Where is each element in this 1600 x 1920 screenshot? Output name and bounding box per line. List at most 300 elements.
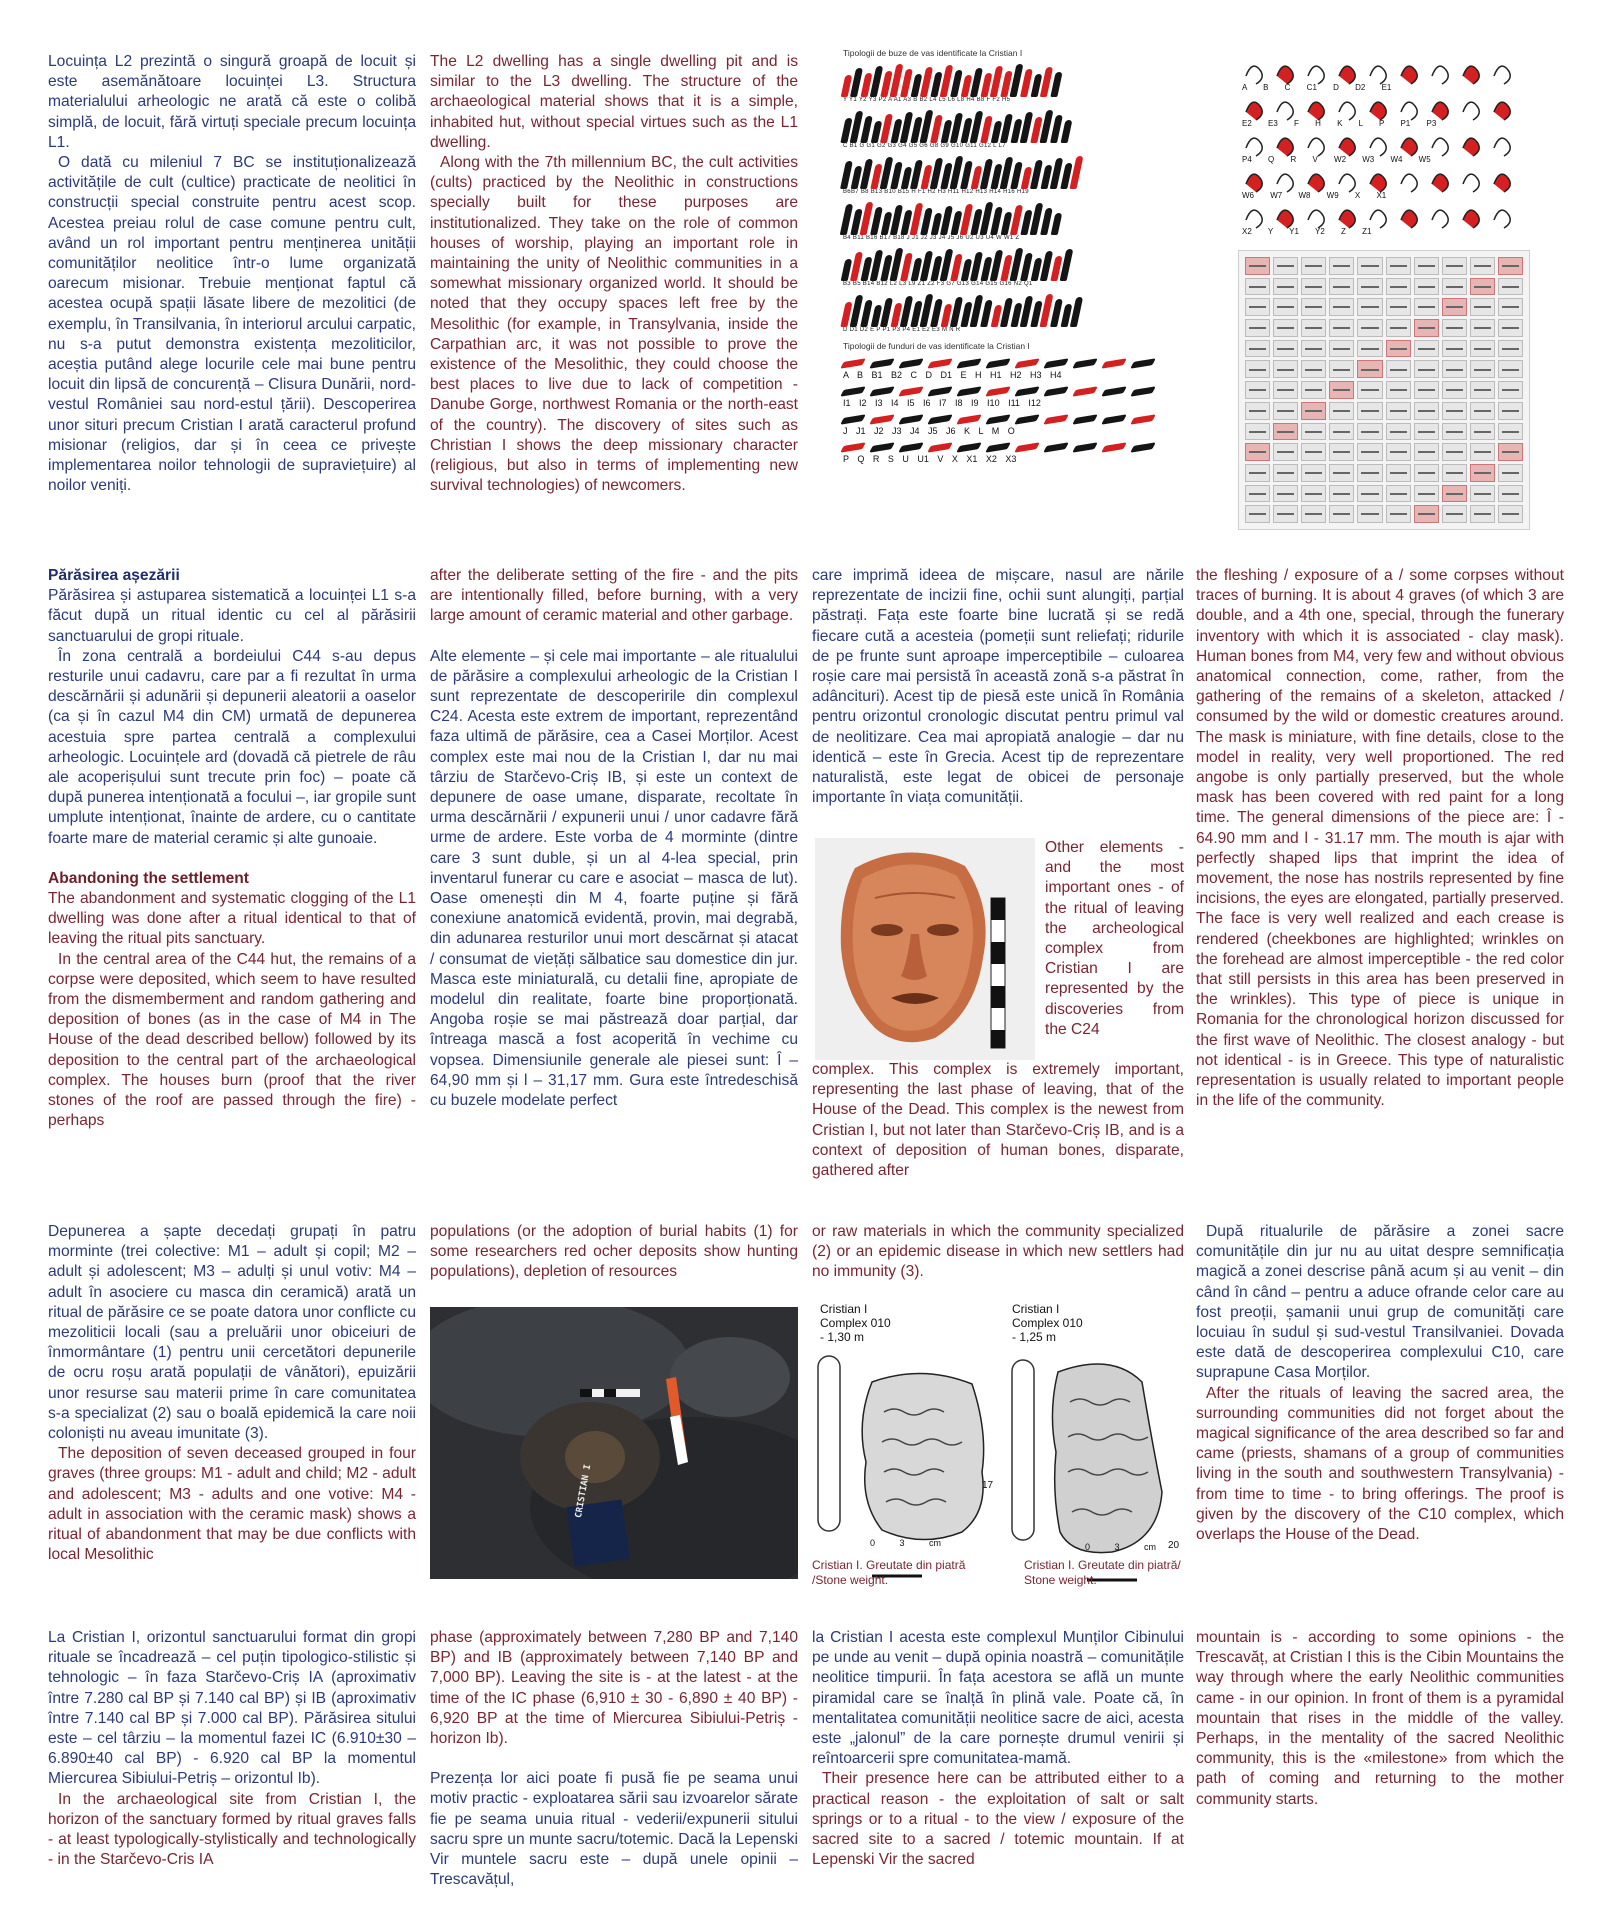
- decoration-sample: [1273, 485, 1298, 503]
- r2-en-para1: The abandonment and systematic clogging of the L1 dwelling was done after a ritual identical to that of leaving the ritual pits sanctuary.: [48, 890, 416, 948]
- rim-profile: [1051, 213, 1063, 235]
- decoration-sample: [1273, 381, 1298, 399]
- rim-profile: [1070, 297, 1083, 327]
- r1-col1-ro: [48, 52, 416, 496]
- decoration-sample: [1357, 340, 1382, 358]
- decoration-sample: [1386, 443, 1411, 461]
- decoration-sample: [1301, 257, 1326, 275]
- decoration-sample: [1414, 381, 1439, 399]
- handle-profile: [1339, 102, 1355, 120]
- decoration-sample: [1357, 485, 1382, 503]
- base-profile: [1072, 414, 1098, 424]
- decoration-sample: [1470, 443, 1495, 461]
- rim-row-labels: C B1 G G1 G2 G3 G4 G5 G6 G8 G9 G10 G11 G12 L L7: [843, 143, 1006, 149]
- base-profile: [1043, 358, 1069, 368]
- base-profile: [869, 358, 895, 368]
- handle-profile: [1277, 210, 1293, 228]
- decoration-sample: [1470, 319, 1495, 337]
- r1-ro-para1: Locuința L2 prezintă o singură groapă de locuit și este asemănătoare locuinței L3. Structura materialului arheologic ne arată că este o colibă simplă, de locuit, fără virtuți speciale precum locuința L1.: [48, 53, 416, 151]
- handle-profile: [1246, 174, 1262, 192]
- decoration-sample: [1357, 505, 1382, 523]
- rim-row-labels: D D1 D2 E P P1 P3 P4 E1 E2 E3 M N R: [843, 327, 961, 333]
- r4-col2: [430, 1628, 798, 1890]
- r3-c2-en: populations (or the adoption of burial habits (1) for some researchers red ocher deposits show hunting populations), depletion of resources: [430, 1223, 798, 1281]
- stone-left-caption: Cristian I. Greutate din piatră /Stone weight.: [812, 1558, 966, 1587]
- base-profile: [956, 386, 982, 396]
- base-rows: [843, 356, 1153, 464]
- handle-profile: [1463, 66, 1479, 84]
- base-profile: [927, 414, 953, 424]
- decoration-sample: [1301, 505, 1326, 523]
- handle-profile: [1246, 66, 1262, 84]
- r2-en-para2: In the central area of the C44 hut, the remains of a corpse were deposited, which seem to have resulted from the dismemberment and random gathering and deposition of bones (as in the case of M4 in The House of the dead described bellow) followed by its deposition to the central part of the archaeological complex. The houses burn (proof that the river stones of the roof are passed through the fire) - perhaps: [48, 950, 416, 1130]
- decoration-sample: [1329, 298, 1354, 316]
- base-profile: [869, 442, 895, 452]
- r4-c1-ro: La Cristian I, orizontul sanctuarului format din gropi rituale se încadrează – cel puțin tipologico-stilistic și tehnologic – în faza Starčevo-Criș IA (aproximativ între 7.280 cal BP și 7.140 cal BP) și IB (aproximativ între 7.140 cal BP și 7.000 cal BP). Părăsirea sitului este – cel târziu – la momentul fazei IC (6.910±30 – 6.890±40 cal BP) - 6.920 cal BP la momentul Miercurea Sibiului-Petriș – orizontul Ib).: [48, 1629, 416, 1788]
- decoration-grid: [1245, 257, 1523, 523]
- r4-c3-en: Their presence here can be attributed either to a practical reason - the exploitation of salt or salt springs or to a ritual - to the view / exposure of the sacred site to a sacred / totemic mountain. If at Lepenski Vir the sacred: [812, 1770, 1184, 1869]
- base-profile: [1101, 442, 1127, 452]
- decoration-sample: [1357, 278, 1382, 296]
- r4-c2-ro: Prezența lor aici poate fi pusă fie pe seama unui motiv practic - exploatarea sării sau izvoarelor sărate fie pe seama unuia ritual - vederii/expunerii sitului sacru spre un munte sacru/totemic. Dacă la Lepenski Vir muntele sacru este – după unele opinii – Trescavățul,: [430, 1770, 798, 1889]
- base-profile: [1014, 414, 1040, 424]
- r2-c2-en: after the deliberate setting of the fire - and the pits are intentionally filled, before burning, with a very large amount of ceramic material and other garbage.: [430, 567, 798, 625]
- decoration-sample: [1414, 443, 1439, 461]
- rim-rows: [843, 63, 1153, 335]
- decoration-sample: [1470, 381, 1495, 399]
- rim-profile-row: [843, 155, 1153, 189]
- decoration-sample: [1470, 278, 1495, 296]
- decoration-sample: [1329, 319, 1354, 337]
- stone-right-title: Cristian I Complex 010 - 1,25 m: [1012, 1302, 1083, 1344]
- excavation-photo: [430, 1307, 798, 1579]
- decoration-sample: [1245, 360, 1270, 378]
- base-profile: [927, 358, 953, 368]
- decoration-sample: [1386, 298, 1411, 316]
- decoration-sample: [1329, 402, 1354, 420]
- r3-col1: [48, 1222, 416, 1565]
- decoration-sample: [1245, 278, 1270, 296]
- decoration-sample: [1442, 402, 1467, 420]
- decoration-sample: [1273, 464, 1298, 482]
- handle-profile: [1432, 138, 1448, 156]
- handle-row-labels: P4 Q R V W2 W3 W4 W5: [1242, 155, 1431, 164]
- excavation-image: [430, 1307, 798, 1579]
- decoration-sample: [1386, 278, 1411, 296]
- base-profile: [985, 442, 1011, 452]
- handle-profile: [1277, 102, 1293, 120]
- stone-weights-drawing: [812, 1342, 1184, 1592]
- handle-profile: [1494, 138, 1510, 156]
- base-profile: [1014, 442, 1040, 452]
- decoration-sample: [1442, 505, 1467, 523]
- r4-c3-ro: la Cristian I acesta este complexul Munților Cibinului pe unde au venit – după opinia noastră – comunitățile neolitice timpurii. În fața acestora se află un munte piramidal care se înalță în plină vale. Poate că, în mentalitatea comunității neolitice sacre de aici, acesta este „jalonul” de la care pornește drumul venirii și reîntoarcerii spre comunitatea-mamă.: [812, 1629, 1184, 1768]
- handle-profile: [1494, 102, 1510, 120]
- decoration-sample: [1414, 423, 1439, 441]
- handle-profile: [1339, 174, 1355, 192]
- handle-profile: [1401, 210, 1417, 228]
- handle-profile: [1463, 102, 1479, 120]
- handle-profile: [1370, 66, 1386, 84]
- decoration-sample: [1414, 319, 1439, 337]
- handle-profile: [1494, 210, 1510, 228]
- decoration-sample: [1273, 443, 1298, 461]
- r2-c3-en-side: Other elements - and the most important ones - of the ritual of leaving the archeological complex from Cristian I are represented by the discoveries from the C24: [1045, 839, 1184, 1038]
- handle-profile: [1432, 66, 1448, 84]
- base-profile: [1101, 386, 1127, 396]
- decoration-sample: [1329, 485, 1354, 503]
- base-profile: [898, 442, 924, 452]
- decoration-sample: [1414, 298, 1439, 316]
- base-profile: [956, 442, 982, 452]
- decoration-sample: [1357, 464, 1382, 482]
- handle-profile: [1463, 174, 1479, 192]
- base-row-labels: I1 I2 I3 I4 I5 I6 I7 I8 I9 I10 I11 I12: [843, 398, 1041, 408]
- r3-c1-en: The deposition of seven deceased grouped in four graves (three groups: M1 - adult and child; M2 - adult and adolescent; M3 - adults and one votive: M4 - adult in association with the ceramic mask) shows a ritual of abandonment that may be due conflicts with local Mesolithic: [48, 1445, 416, 1564]
- decoration-sample: [1414, 505, 1439, 523]
- r4-col3: [812, 1628, 1184, 1870]
- decoration-sample: [1357, 360, 1382, 378]
- base-profile: [956, 358, 982, 368]
- section-heading-en: Abandoning the settlement: [48, 869, 249, 887]
- r3-col4: [1196, 1222, 1564, 1545]
- decoration-sample: [1301, 443, 1326, 461]
- r2-ro-block: [48, 566, 416, 849]
- handle-profile: [1246, 102, 1262, 120]
- r4-col4: [1196, 1628, 1564, 1810]
- decoration-sample: [1498, 298, 1523, 316]
- base-profile: [927, 442, 953, 452]
- base-profile: [1043, 386, 1069, 396]
- decoration-sample: [1245, 298, 1270, 316]
- decoration-sample: [1357, 298, 1382, 316]
- base-profile: [1072, 358, 1098, 368]
- decoration-sample: [1386, 402, 1411, 420]
- stone-left-number: 17: [982, 1480, 994, 1491]
- decoration-sample: [1498, 443, 1523, 461]
- decoration-sample: [1245, 257, 1270, 275]
- decoration-sample: [1273, 360, 1298, 378]
- decoration-sample: [1301, 278, 1326, 296]
- decoration-sample: [1273, 423, 1298, 441]
- decoration-sample: [1245, 423, 1270, 441]
- decoration-sample: [1301, 360, 1326, 378]
- stone-right-number: 20: [1168, 1540, 1180, 1551]
- r2-col4: [1196, 566, 1564, 1111]
- handle-profile: [1463, 210, 1479, 228]
- decoration-sample: [1273, 278, 1298, 296]
- decoration-sample: [1245, 505, 1270, 523]
- r2-col3-bottom: [812, 1060, 1184, 1181]
- handle-profile: [1246, 138, 1262, 156]
- r3-c4-ro: După ritualurile de părăsire a zonei sacre comunitățile din jur nu au uitat despre semnificația magică a zonei descrise până acum și au venit – din când în când – pentru a aduce ofrande celor care au fost preoții, șamanii unui grup de comunități care locuiau în sudul și sud-vestul Transilvaniei. Dovada este dată de descoperirea complexului C10, care suprapune Casa Morților.: [1196, 1223, 1564, 1382]
- decoration-sample: [1357, 402, 1382, 420]
- decoration-sample: [1245, 402, 1270, 420]
- rim-profile: [1069, 156, 1083, 189]
- decoration-sample: [1329, 360, 1354, 378]
- decoration-sample: [1301, 485, 1326, 503]
- decoration-sample: [1498, 464, 1523, 482]
- decoration-sample: [1273, 505, 1298, 523]
- decoration-sample: [1386, 360, 1411, 378]
- decoration-sample: [1442, 485, 1467, 503]
- decoration-sample: [1470, 298, 1495, 316]
- handle-profile: [1370, 210, 1386, 228]
- base-row-labels: A B B1 B2 C D D1 E H H1 H2 H3 H4: [843, 370, 1062, 380]
- rims-figure-title: Tipologii de buze de vas identificate la Cristian I: [843, 48, 1023, 58]
- decoration-sample: [1357, 319, 1382, 337]
- base-profile: [1101, 414, 1127, 424]
- decoration-sample: [1329, 464, 1354, 482]
- rim-row-labels: Y Y1 Y2 Y3 P2 A A1 A3 B B2 L4 L5 L6 L8 H4 B8 F F2 H5: [843, 97, 1011, 103]
- base-profile: [1130, 386, 1156, 396]
- decoration-sample: [1386, 485, 1411, 503]
- decoration-sample: [1414, 278, 1439, 296]
- base-profile: [840, 358, 866, 368]
- handle-profile: [1370, 138, 1386, 156]
- decoration-sample: [1470, 485, 1495, 503]
- base-profile: [1043, 414, 1069, 424]
- decoration-sample: [1329, 443, 1354, 461]
- base-profile: [869, 414, 895, 424]
- decoration-sample: [1414, 402, 1439, 420]
- decoration-sample: [1386, 381, 1411, 399]
- decoration-sample: [1329, 257, 1354, 275]
- decoration-sample: [1498, 402, 1523, 420]
- base-row-labels: J J1 J2 J3 J4 J5 J6 K L M O: [843, 426, 1015, 436]
- rim-row-labels: B6B7 B8 B13 B10 B15 H F1 H2 H3 H11 H12 H13 H14 H16 H19: [843, 189, 1029, 195]
- handle-profile: [1370, 174, 1386, 192]
- decoration-sample: [1442, 319, 1467, 337]
- clay-mask-image: [815, 838, 1035, 1060]
- handle-profile: [1277, 66, 1293, 84]
- stone-weights-figure: [812, 1302, 1184, 1602]
- base-profile: [985, 358, 1011, 368]
- decoration-sample: [1273, 340, 1298, 358]
- handles-drawing: [1238, 48, 1528, 238]
- decoration-sample: [1498, 505, 1523, 523]
- section-heading-ro: Părăsirea așezării: [48, 567, 180, 584]
- rim-profile-row: [843, 63, 1153, 97]
- base-profile: [840, 442, 866, 452]
- decoration-sample: [1357, 257, 1382, 275]
- stone-right-caption: Cristian I. Greutate din piatră/ Stone weight.: [1024, 1558, 1181, 1587]
- base-profile: [1072, 386, 1098, 396]
- handle-profile: [1339, 66, 1355, 84]
- decoration-sample: [1470, 423, 1495, 441]
- handle-profile: [1401, 102, 1417, 120]
- r4-c1-en: In the archaeological site from Cristian I, the horizon of the sanctuary formed by ritual graves falls - at least typologically-stylistically and technologically - in the Starčevo-Cris IA: [48, 1790, 416, 1869]
- decoration-sample: [1442, 278, 1467, 296]
- r1-col2-en: [430, 52, 798, 496]
- decoration-sample: [1470, 360, 1495, 378]
- base-profile: [1043, 442, 1069, 452]
- decoration-sample: [1442, 381, 1467, 399]
- base-profile-row: [843, 440, 1153, 454]
- decoration-sample: [1301, 340, 1326, 358]
- r3-c4-en: After the rituals of leaving the sacred area, the surrounding communities did not forget about the magical significance of the area described so far and came (priests, shamans of a group of communities living in the south and southwestern Transylvania) - from time to time - to bring offerings. The proof is given by the discovery of the C10 complex, which overlaps the House of the Dead.: [1196, 1384, 1564, 1544]
- base-profile-row: [843, 356, 1153, 370]
- decoration-sample: [1414, 485, 1439, 503]
- handle-profile: [1494, 174, 1510, 192]
- r2-col3: [812, 566, 1184, 808]
- handle-profile: [1370, 102, 1386, 120]
- handle-profile: [1308, 66, 1324, 84]
- decoration-sample: [1301, 464, 1326, 482]
- base-profile-row: [843, 384, 1153, 398]
- r4-c4-en: mountain is - according to some opinions - the Trescavăț, at Cristian I this is the Cibin Mountains the way through where the early Neolithic communities came - in our opinion. In front of them is a pyramidal mountain that rises in the middle of the valley. Perhaps, in the mentality of the sacred Neolithic community, this is the «milestone» from which the path of coming and returning to the mother community starts.: [1196, 1629, 1564, 1808]
- decoration-sample: [1442, 340, 1467, 358]
- r1-ro-para2: O dată cu mileniul 7 BC se instituționalizează activitățile de cult (cultice) practicate de neolitici în construcții special construite pentru acest scop. Acestea preiau rolul de case comune pentru cult, având un rol important pentru menținerea unității comunităților neolitice într-o lume organizată oarecum misionar. Trebuie menționat faptul că acestea ocupă spații lăsate libere de mezolitici (de exemplu, în Transilvania, în interiorul arcului carpatic, nu s-a putut demonstra existența mezoliticilor, aceștia putând alege locurile cele mai bune pentru locuit din lipsă de concurență – Clisura Dunării, nord-vestul României sau nord-estul țării). Descoperirea unor situri precum Cristian I arată caracterul profund misionar (religios, dar și în ceea ce privește implementarea noilor tehnologii de supraviețuire) al noilor veniți.: [48, 154, 416, 495]
- decoration-sample: [1357, 443, 1382, 461]
- decoration-sample: [1245, 340, 1270, 358]
- handle-row-labels: X2 Y Y1 Y2 Z Z1: [1242, 227, 1372, 236]
- rim-profile: [1050, 72, 1062, 97]
- decoration-sample: [1386, 319, 1411, 337]
- vessel-decoration-figure: [1238, 250, 1530, 530]
- excavation-board-label: CRISTIAN I: [574, 1463, 594, 1519]
- decoration-sample: [1498, 319, 1523, 337]
- r2-col2: [430, 566, 798, 1111]
- decoration-sample: [1470, 257, 1495, 275]
- base-profile: [1130, 414, 1156, 424]
- base-profile: [1014, 386, 1040, 396]
- r2-ro-para1: Părăsirea și astuparea sistematică a locuinței L1 s-a făcut după un ritual identic cu cel al părăsirii sanctuarului de gropi rituale.: [48, 587, 416, 645]
- handle-profile: [1494, 66, 1510, 84]
- rim-row-labels: B3 B5 B14 B12 L2 L3 L9 Z1 Z2 F3 G7 G13 G14 G15 G16 N2 Q1: [843, 281, 1033, 287]
- handle-profile: [1432, 210, 1448, 228]
- decoration-sample: [1498, 381, 1523, 399]
- rim-profile: [1060, 249, 1074, 281]
- base-profile: [985, 414, 1011, 424]
- base-profile: [840, 386, 866, 396]
- rim-profile-row: [843, 293, 1153, 327]
- decoration-sample: [1386, 257, 1411, 275]
- decoration-sample: [1386, 505, 1411, 523]
- r3-c3-en: or raw materials in which the community specialized (2) or an epidemic disease in which new settlers had no immunity (3).: [812, 1223, 1184, 1281]
- handle-profile: [1401, 138, 1417, 156]
- decoration-sample: [1386, 340, 1411, 358]
- decoration-sample: [1470, 340, 1495, 358]
- base-profile: [1130, 442, 1156, 452]
- decoration-sample: [1301, 319, 1326, 337]
- decoration-sample: [1273, 257, 1298, 275]
- decoration-sample: [1245, 485, 1270, 503]
- handle-profile: [1401, 66, 1417, 84]
- decoration-sample: [1470, 464, 1495, 482]
- r1-en-para1: The L2 dwelling has a single dwelling pit and is similar to the L3 dwelling. The structure of the archaeological material shows that it is a simple, inhabited hut, without special virtues such as the L1 dwelling.: [430, 53, 798, 151]
- base-profile: [869, 386, 895, 396]
- decoration-sample: [1245, 443, 1270, 461]
- handle-profile: [1277, 174, 1293, 192]
- rim-profile: [1061, 120, 1073, 143]
- base-profile: [1072, 442, 1098, 452]
- handle-profile: [1339, 138, 1355, 156]
- handle-profile: [1308, 138, 1324, 156]
- decoration-sample: [1245, 319, 1270, 337]
- base-profile: [840, 414, 866, 424]
- base-profile: [898, 358, 924, 368]
- handle-profile: [1277, 138, 1293, 156]
- decoration-sample: [1498, 340, 1523, 358]
- decoration-sample: [1329, 340, 1354, 358]
- decoration-sample: [1386, 423, 1411, 441]
- r2-c2-ro: Alte elemente – și cele mai importante – ale ritualului de părăsire a complexului arheologic de la Cristian I sunt reprezentate de descoperirile din complexul C24. Acesta este extrem de important, reprezentând faza ultimă de părăsire, cea a Casei Morților. Acest complex este mai nou de la Cristian I, dar nu mai târziu de Starčevo-Criș IB, și este un context de depunere de oase umane, disparate, recoltate în urma descărnării / expunerii unui / unor cadavre fără urme de ardere. Este vorba de 4 morminte (dintre care 3 sunt duble, și un al 4-lea special, prin inventarul funerar cu care e asociat – masca de lut). Oase omenești din M 4, foarte puține și fără conexiune anatomică evidentă, provin, mai degrabă, din adunarea resturilor unui mort descărnat și atacat / consumat de viețăți sălbatice sau domestice din jur. Masca este miniaturală, cu detalii fine, apropiate de modelul din realitate, foarte bine proporționată. Angoba roșie se mai păstrează doar parțial, dar întreaga mască a fost acoperită în vechime cu vopsea. Dimensiunile generale ale piesei sunt: Î – 64,90 mm și l – 31,17 mm. Gura este întredeschisă cu buzele modelate perfect: [430, 647, 798, 1110]
- r2-en-block: [48, 869, 416, 1132]
- decoration-sample: [1273, 402, 1298, 420]
- r2-c3-ro: care imprimă ideea de mișcare, nasul are nările reprezentate de incizii fine, ochii sunt alungiți, parțial păstrați. Fața este foarte bine lucrată și se redă fiecare cută a acesteia (pomeții sunt reliefați; ridurile de pe frunte sunt aproape imperceptibile – culoarea roșie care mai persistă în această zonă s-a păstrat în adâncituri). Acest tip de piesă este unică în România pentru orizontul cronologic discutat pentru primul val de neolitizare. Cea mai apropiată analogie – dar nu identică – este în Grecia. Acest tip de reprezentare naturalistă, este legat de obicei de personaje importante în viața comunității.: [812, 567, 1184, 807]
- r2-col1: [48, 566, 416, 1131]
- decoration-sample: [1414, 464, 1439, 482]
- decoration-sample: [1442, 464, 1467, 482]
- base-profile: [956, 414, 982, 424]
- rim-profile-row: [843, 109, 1153, 143]
- r3-col2: [430, 1222, 798, 1283]
- decoration-sample: [1329, 505, 1354, 523]
- decoration-sample: [1414, 360, 1439, 378]
- base-profile: [1101, 358, 1127, 368]
- base-profile-row: [843, 412, 1153, 426]
- base-profile: [898, 414, 924, 424]
- decoration-sample: [1273, 319, 1298, 337]
- rim-profile-row: [843, 201, 1153, 235]
- handle-profile: [1246, 210, 1262, 228]
- decoration-sample: [1301, 402, 1326, 420]
- decoration-sample: [1245, 464, 1270, 482]
- decoration-sample: [1357, 381, 1382, 399]
- handle-profile: [1463, 138, 1479, 156]
- vessel-rims-typology-figure: [843, 48, 1153, 526]
- handle-profile: [1401, 174, 1417, 192]
- handle-profile: [1308, 174, 1324, 192]
- decoration-sample: [1414, 340, 1439, 358]
- bases-figure-title: Tipologii de funduri de vas identificate la Cristian I: [843, 341, 1030, 351]
- r3-col3: [812, 1222, 1184, 1283]
- r1-en-para2: Along with the 7th millennium BC, the cult activities (cults) practiced by the Neolithic in constructions specially built for these purposes are institutionalized. They take on the role of common houses of worship, playing an important role in maintaining the unity of Neolithic communities in a somewhat missionary organized world. It should be noted that they occupy spaces left free by the Mesolithic (for example, in Transylvania, inside the Carpathian arc, it was not possible to prove the existence of the Mesolithic, they could choose the best places to live due to lack of competition - Danube Gorge, northwest Romania or the north-east of the country). The discovery of sites such as Christian I shows the deep missionary character (religious, but also in terms of implementing new survival technologies) of newcomers.: [430, 154, 798, 495]
- decoration-sample: [1273, 298, 1298, 316]
- r3-c1-ro: Depunerea a șapte decedați grupați în patru morminte (trei colective: M1 – adult și copil; M2 – adult și adolescent; M3 – adulți și unul votiv: M4 – adult în asociere cu masca din ceramică) arată un ritual de părăsire ce se poate datora unor conflicte cu mezoliticii locali (sau a preluării unor obiceiuri de înmormântare (1) pentru unii cercetători depunerile de ocru roșu arată populații de vânători), epuizării unor resurse sau materii prime în care comunitatea s-a specializat (2) sau o boală epidemică la care noii coloniști nu aveau imunitate (3).: [48, 1223, 416, 1443]
- r2-ro-para2: În zona centrală a bordeiului C44 s-au depus resturile unui cadavru, care par a fi rezultat în urma descărnării și adunării și depunerii aleatorii a oaselor (ca și în cazul M4 din CM) urmată de depunerea acestuia spre partea centrală a complexului arheologic. Locuințele ard (dovadă că pietrele de râu ale acoperișului sunt trecute prin foc) – poate că după punerea intenționată a focului –, iar gropile sunt umplute intenționat, înainte de ardere, cu o cantitate foarte mare de material ceramic și alte gunoaie.: [48, 647, 416, 847]
- handle-row-labels: E2 E3 F H K L P P1 P3: [1242, 119, 1437, 128]
- decoration-sample: [1498, 278, 1523, 296]
- r2-c4-en: the fleshing / exposure of a / some corpses without traces of burning. It is about 4 graves (of which 3 are double, and a 4th one, special, through the funerary inventory with which it is associated - clay mask). Human bones from M4, very few and without obvious anatomical connection, come, rather, from the gathering of the remains of a skeleton, attacked / consumed by the wild or domestic creatures around. The mask is miniature, with fine details, close to the model in reality, very well proportioned. The red angobe is only partially preserved, but the whole mask has been covered with red paint for a long time. The general dimensions of the piece are: Î - 64.90 mm and l - 31.17 mm. The mouth is ajar with perfectly shaped lips that imprint the idea of movement, the nose has nostrils represented by fine incisions, the eyes are elongated, partially preserved. The face is very well realized and each crease is rendered (cheekbones are highlighted; wrinkles on the forehead are almost imperceptible - the red color that still persists in this area has been preserved in the wrinkles). This type of piece is unique in Romania for the chronological horizon discussed for the first wave of Neolithic. The closest analogy - but not identical - is in Greece. This type of naturalistic representation is usually related to important people in the life of the community.: [1196, 567, 1564, 1110]
- base-profile: [898, 386, 924, 396]
- decoration-sample: [1301, 298, 1326, 316]
- base-row-labels: P Q R S U U1 V X X1 X2 X3: [843, 454, 1017, 464]
- decoration-sample: [1498, 257, 1523, 275]
- handle-profile: [1308, 210, 1324, 228]
- decoration-sample: [1301, 423, 1326, 441]
- stone-left-scale: 0 3 cm: [870, 1538, 942, 1548]
- decoration-sample: [1357, 423, 1382, 441]
- clay-mask-photo: [815, 838, 1035, 1060]
- decoration-sample: [1442, 298, 1467, 316]
- base-profile: [1014, 358, 1040, 368]
- base-profile: [985, 386, 1011, 396]
- decoration-sample: [1470, 505, 1495, 523]
- decoration-sample: [1442, 443, 1467, 461]
- vessel-handles-figure: [1238, 48, 1528, 238]
- decoration-sample: [1329, 423, 1354, 441]
- decoration-sample: [1498, 485, 1523, 503]
- handle-profile: [1432, 174, 1448, 192]
- rim-row-labels: B4 B11 B16 B17 B18 J J1 J2 J3 J4 J5 J6 U2 U3 U4 W W1 Z: [843, 235, 1020, 241]
- decoration-sample: [1498, 360, 1523, 378]
- handle-profile: [1339, 210, 1355, 228]
- decoration-sample: [1470, 402, 1495, 420]
- decoration-sample: [1329, 381, 1354, 399]
- decoration-sample: [1442, 257, 1467, 275]
